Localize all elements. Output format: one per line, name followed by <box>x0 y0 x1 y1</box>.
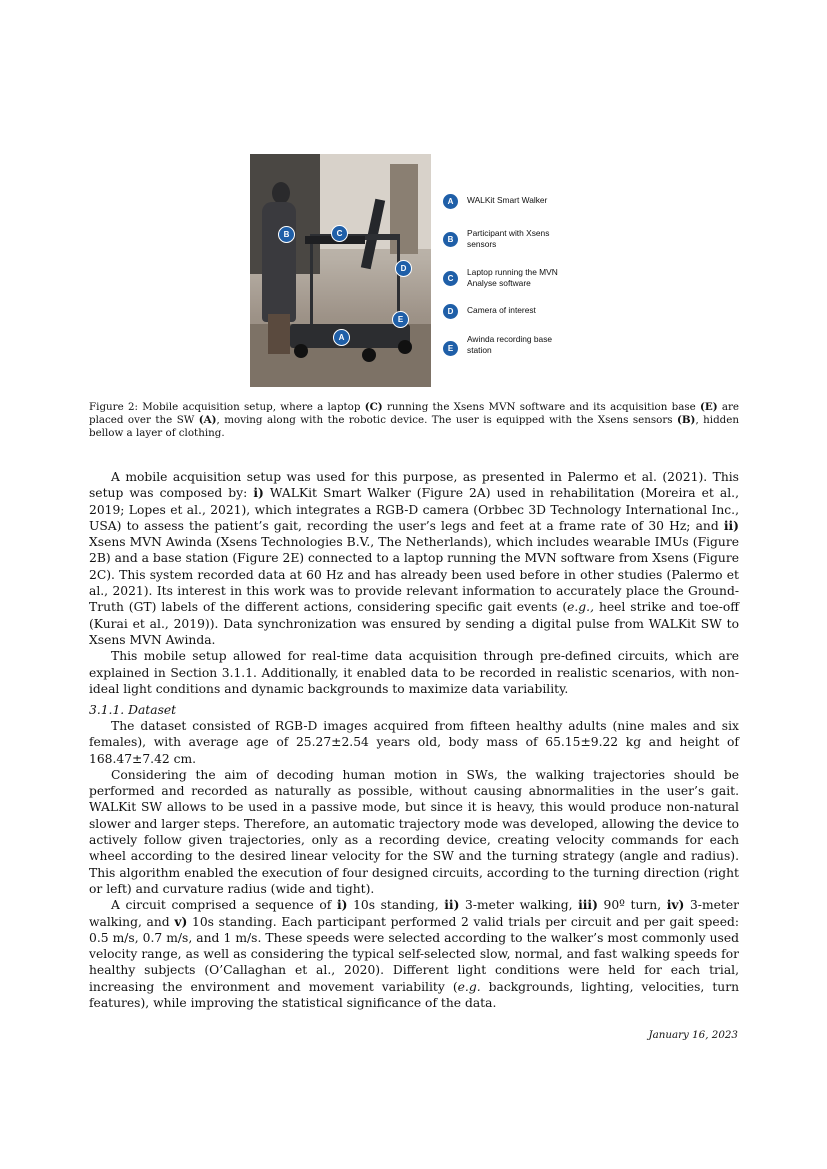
figure-caption <box>89 401 739 440</box>
legend-text: Awinda recording base station <box>467 334 553 355</box>
figure-2 <box>250 154 580 388</box>
italic-run: e.g. <box>457 979 481 994</box>
photo-marker-c: C <box>331 225 348 242</box>
caption-text: , hidden bellow a layer of clothing. <box>89 414 739 439</box>
walker-base <box>290 324 410 348</box>
walker-wheel <box>398 340 412 354</box>
legend-marker: C <box>442 270 459 287</box>
text-run: WALKit Smart Walker (Figure 2A) used in rehabilitation (Moreira et al., 2019; Lopes et al., 2021), which integrates a RGB-D camera (Orbbec 3D Technology International Inc., USA) to assess the patient’s gait, recording the user’s legs and feet at a frame rate of 30 Hz; and <box>89 486 739 533</box>
text-run: A mobile acquisition setup was used for this purpose, as presented in Palermo et al. (2021). This setup was composed by: <box>89 470 739 501</box>
paragraph-mobile-setup: This mobile setup allowed for real-time data acquisition through pre-defined circuits, which are explained in Section 3.1.1. Additionally, it enabled data to be recorded in realistic scenarios, with non-ideal light conditions and dynamic backgrounds to maximize data variability. <box>89 649 739 696</box>
legend-item-b <box>438 228 580 261</box>
legend-marker: D <box>442 303 459 320</box>
text-run: 10s standing. Each participant performed 2 valid trials per circuit and per gait speed: 0.5 m/s, 0.7 m/s, and 1 m/s. These speeds were selected according to the walker’s most commonly used velocity range, as well as considering the typical self-selected slow, normal, and fast walking speeds for healthy subjects (O’Callaghan et al., 2020). Different light conditions were held for each trial, increasing the environment and movement variability ( <box>89 914 739 994</box>
participant-legs <box>268 314 290 354</box>
paragraph-trajectories: Considering the aim of decoding human motion in SWs, the walking trajectories should be performed and recorded as naturally as possible, without causing abnormalities in the user’s gait. WALKit SW allows to be used in a passive mode, but since it is heavy, this would produce non-natural slower and larger steps. Therefore, an automatic trajectory mode was developed, allowing the device to actively follow given trajectories, only as a recording device, creating velocity commands for each wheel according to the desired linear velocity for the SW and the turning strategy (angle and radius). This algorithm enabled the execution of four designed circuits, according to the turning direction (right or left) and curvature radius (wide and tight). <box>89 767 739 896</box>
enum-label: ii) <box>444 897 460 913</box>
enum-label: ii) <box>723 517 739 533</box>
section-heading: 3.1.1. Dataset <box>89 703 177 717</box>
caption-ref: (B) <box>676 414 696 426</box>
text-run: Xsens MVN Awinda (Xsens Technologies B.V., The Netherlands), which includes wearable IMUs (Figure 2B) and a base station (Figure 2E) connected to a laptop running the MVN software from Xsens (Figure 2C). This system recorded data at 60 Hz and has already been used before in other studies (Palermo et al., 2021). Its interest in this work was to provide relevant information to accurately place the Ground-Truth (GT) labels of the different actions, considering specific gait events ( <box>89 535 739 615</box>
enum-label: iv) <box>666 897 685 913</box>
setup-photo <box>250 154 431 387</box>
italic-run: e.g., <box>567 600 595 615</box>
text-run: heel strike and toe-off (Kurai et al., 2019)). Data synchronization was ensured by sending a digital pulse from WALKit SW to Xsens MVN Awinda. <box>89 600 739 647</box>
text-run: backgrounds, lighting, velocities, turn features), while improving the statistical significance of the data. <box>89 979 739 1011</box>
text-run: 90º turn, <box>597 898 667 913</box>
photo-marker-d: D <box>395 260 412 277</box>
legend-marker: A <box>442 193 459 210</box>
text-run: 3-meter walking, <box>459 898 579 913</box>
caption-text: are placed over the SW <box>89 401 739 426</box>
legend-marker: B <box>442 231 459 248</box>
caption-text: running the Xsens MVN software and its acquisition base <box>382 401 700 413</box>
body-block-1 <box>89 469 739 697</box>
participant-head <box>272 182 290 204</box>
walker-wheel <box>294 344 308 358</box>
text-run: 3-meter walking, and <box>89 898 739 929</box>
paragraph-dataset: The dataset consisted of RGB-D images acquired from fifteen healthy adults (nine males and six females), with average age of 25.27±2.54 years old, body mass of 65.15±9.22 kg and height of 168.47±7.42 cm. <box>89 719 739 766</box>
text-run: 10s standing, <box>347 898 445 913</box>
caption-ref: (A) <box>198 414 217 426</box>
legend-text: Laptop running the MVN Analyse software <box>467 267 558 288</box>
enum-label: v) <box>174 913 188 929</box>
caption-ref: (C) <box>364 401 383 413</box>
legend-item-c <box>438 267 580 300</box>
caption-text: Figure 2: Mobile acquisition setup, where a laptop <box>89 401 365 413</box>
footer-date: January 16, 2023 <box>648 1029 738 1041</box>
body-block-2 <box>89 718 739 1011</box>
enum-label: i) <box>253 485 264 501</box>
text-run: A circuit comprised a sequence of <box>111 898 337 913</box>
legend-text: Participant with Xsens sensors <box>467 228 550 249</box>
caption-text: , moving along with the robotic device. The user is equipped with the Xsens sensors <box>216 414 677 426</box>
paragraph-circuit <box>89 897 739 1011</box>
walker-wheel <box>362 348 376 362</box>
participant-body <box>262 202 296 322</box>
legend-text: Camera of interest <box>467 305 536 315</box>
photo-marker-e: E <box>392 311 409 328</box>
legend-marker: E <box>442 340 459 357</box>
caption-ref: (E) <box>699 401 718 413</box>
legend-item-d <box>438 303 580 333</box>
enum-label: i) <box>336 897 348 913</box>
legend-item-e <box>438 336 580 366</box>
legend-text: WALKit Smart Walker <box>467 195 548 205</box>
photo-marker-a: A <box>333 329 350 346</box>
enum-label: iii) <box>578 897 598 913</box>
legend-item-a <box>438 193 580 223</box>
paragraph-setup <box>89 469 739 648</box>
photo-marker-b: B <box>278 226 295 243</box>
